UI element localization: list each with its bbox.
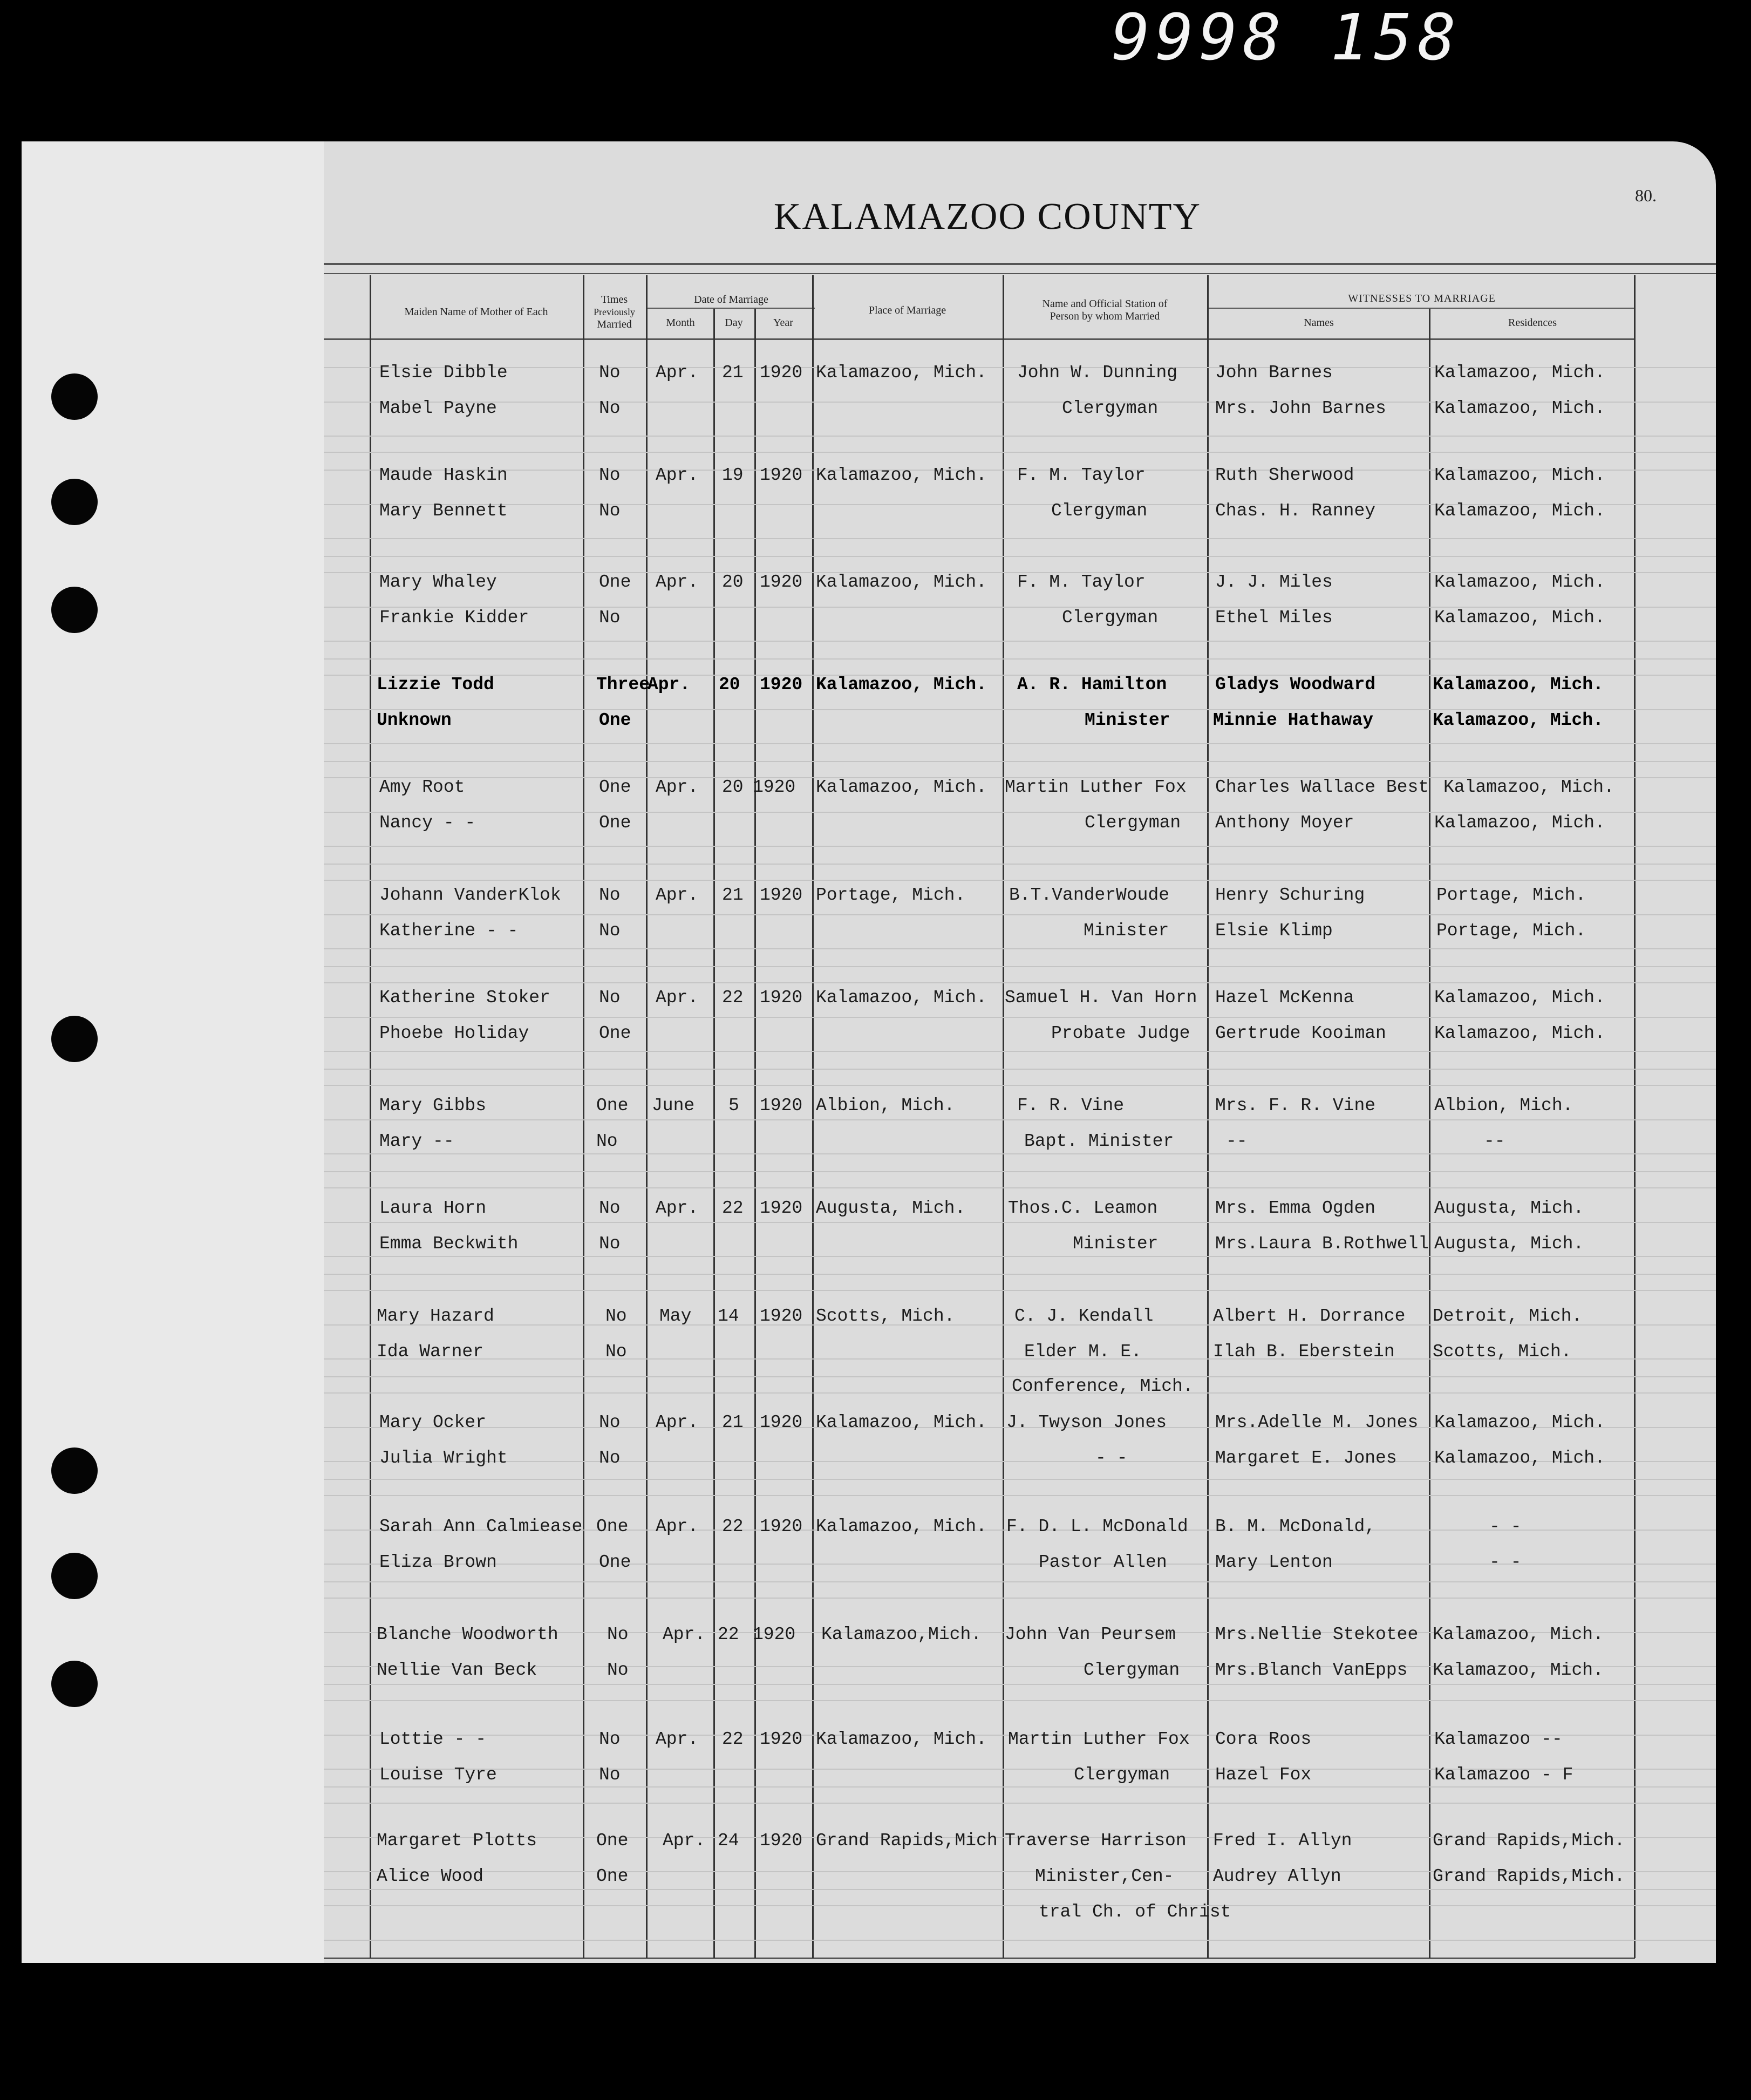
times-married: No [599,1234,621,1254]
witness-name: Mrs.Adelle M. Jones [1215,1412,1419,1432]
times-married: One [596,1866,629,1886]
marriage-day: 5 [728,1096,739,1116]
marriage-year: 1920 [753,777,796,797]
times-married: No [605,1342,627,1362]
place-of-marriage: Kalamazoo, Mich. [816,465,987,485]
place-of-marriage: Kalamazoo, Mich. [816,777,987,797]
marriage-record [324,1198,1716,1301]
times-married: One [599,710,631,730]
marriage-month: May [659,1306,692,1326]
witness-residence: Kalamazoo, Mich. [1433,1625,1604,1644]
marriage-record [324,777,1716,880]
marriage-month: Apr. [656,1412,699,1432]
times-married: No [599,1729,621,1749]
times-married: One [596,1831,629,1851]
witness-residence: Detroit, Mich. [1433,1306,1583,1326]
officiant-name: B.T.VanderWoude [1009,885,1170,905]
place-of-marriage: Kalamazoo, Mich. [816,988,987,1008]
officiant-station-continued: Conference, Mich. [1012,1376,1194,1396]
film-strip [0,0,1751,140]
witness-header-rule [1209,308,1635,309]
marriage-month: Apr. [663,1625,706,1644]
witness-name: Hazel Fox [1215,1765,1312,1785]
witness-residence: Kalamazoo - F [1434,1765,1573,1785]
times-married: One [599,1023,631,1043]
header-times-line1: Times [601,294,628,305]
witness-residence: Grand Rapids,Mich. [1433,1831,1625,1851]
times-married: No [599,608,621,628]
mother-name: Mary -- [379,1131,454,1151]
times-married: No [599,398,621,418]
witness-name: Elsie Klimp [1215,921,1333,941]
marriage-year: 1920 [760,1306,803,1326]
marriage-record [324,885,1716,988]
officiant-name: Martin Luther Fox [1008,1729,1190,1749]
mother-name: Nellie Van Beck [377,1660,537,1680]
mother-name: Blanche Woodworth [377,1625,558,1644]
officiant-name: F. R. Vine [1017,1096,1125,1116]
witness-name: Hazel McKenna [1215,988,1354,1008]
times-married: No [599,1412,621,1432]
marriage-record [324,1831,1716,1933]
marriage-month: Apr. [656,777,699,797]
witness-residence: - - [1489,1552,1522,1572]
witness-residence: Kalamazoo, Mich. [1443,777,1614,797]
witness-residence: Kalamazoo, Mich. [1434,572,1605,592]
place-of-marriage: Scotts, Mich. [816,1306,955,1326]
officiant-name: Samuel H. Van Horn [1005,988,1197,1008]
officiant-name: A. R. Hamilton [1017,675,1167,695]
witness-residence: Kalamazoo, Mich. [1433,675,1604,695]
witness-name: B. M. McDonald, [1215,1517,1376,1537]
marriage-day: 20 [722,572,744,592]
punch-hole [51,479,98,525]
times-married: One [599,777,631,797]
officiant-station: Elder M. E. [1024,1342,1142,1362]
marriage-year: 1920 [760,988,803,1008]
marriage-month: Apr. [656,363,699,383]
marriage-record [324,675,1716,777]
witness-residence: Kalamazoo, Mich. [1434,363,1605,383]
officiant-station: - - [1095,1448,1128,1468]
witness-residence: Scotts, Mich. [1433,1342,1572,1362]
place-of-marriage: Kalamazoo, Mich. [816,1517,987,1537]
marriage-year: 1920 [760,465,803,485]
officiant-name: C. J. Kendall [1014,1306,1154,1326]
bottom-rule [324,1958,1635,1959]
witness-name: Ilah B. Eberstein [1213,1342,1395,1362]
marriage-day: 22 [718,1625,739,1644]
mother-name: Elsie Dibble [379,363,508,383]
times-married: No [599,921,621,941]
marriage-day: 24 [718,1831,739,1851]
witness-name: Henry Schuring [1215,885,1365,905]
marriage-day: 22 [722,1198,744,1218]
officiant-station: Pastor Allen [1039,1552,1167,1572]
witness-name: Fred I. Allyn [1213,1831,1352,1851]
witness-residence: Kalamazoo, Mich. [1434,1412,1605,1432]
marriage-month: Apr. [656,1517,699,1537]
officiant-station: Clergyman [1085,813,1181,833]
marriage-record [324,1517,1716,1619]
officiant-station: Clergyman [1051,501,1148,521]
header-witnesses: WITNESSES TO MARRIAGE [1348,293,1496,304]
officiant-name: F. M. Taylor [1017,572,1146,592]
marriage-record [324,572,1716,675]
marriage-record [324,1096,1716,1198]
officiant-station: Minister [1084,921,1169,941]
ruled-line [324,880,1716,881]
times-married: No [599,465,621,485]
officiant-station: Minister [1085,710,1170,730]
marriage-day: 22 [722,988,744,1008]
witness-name: Margaret E. Jones [1215,1448,1397,1468]
witness-name: Anthony Moyer [1215,813,1354,833]
witness-name: Mrs. F. R. Vine [1215,1096,1376,1116]
mother-name: Laura Horn [379,1198,487,1218]
marriage-day: 22 [722,1517,744,1537]
officiant-station: Clergyman [1062,398,1159,418]
marriage-year: 1920 [760,885,803,905]
marriage-month: Apr. [648,675,691,695]
witness-residence: Kalamazoo, Mich. [1434,1023,1605,1043]
page-number: 80. [1635,186,1657,205]
officiant-name: John W. Dunning [1017,363,1178,383]
marriage-month: Apr. [656,1198,699,1218]
witness-name: Gertrude Kooiman [1215,1023,1386,1043]
times-married: No [607,1660,629,1680]
witness-residence: Kalamazoo, Mich. [1434,501,1605,521]
place-of-marriage: Kalamazoo, Mich. [816,675,987,695]
marriage-record [324,1729,1716,1832]
marriage-record [324,1306,1716,1409]
marriage-day: 21 [722,885,744,905]
mother-name: Mary Hazard [377,1306,494,1326]
punch-hole [51,373,98,420]
mother-name: Phoebe Holiday [379,1023,529,1043]
marriage-record [324,363,1716,465]
header-rule [324,338,1635,340]
mother-name: Mary Ocker [379,1412,487,1432]
witness-name: John Barnes [1215,363,1333,383]
witness-residence: - - [1489,1517,1522,1537]
witness-residence: -- [1484,1131,1505,1151]
mother-name: Mabel Payne [379,398,497,418]
mother-name: Nancy - - [379,813,476,833]
marriage-month: Apr. [656,1729,699,1749]
times-married: One [599,572,631,592]
mother-name: Katherine Stoker [379,988,550,1008]
register-page [324,141,1716,1963]
witness-name: Ethel Miles [1215,608,1333,628]
witness-residence: Kalamazoo, Mich. [1433,710,1604,730]
mother-name: Mary Whaley [379,572,497,592]
marriage-year: 1920 [760,1831,803,1851]
marriage-year: 1920 [760,1096,803,1116]
header-times-line2: Previously [593,307,635,317]
punch-hole [51,1661,98,1707]
marriage-record [324,1625,1716,1727]
times-married: No [599,1198,621,1218]
marriage-day: 20 [722,777,744,797]
witness-name: Audrey Allyn [1213,1866,1341,1886]
officiant-station: Minister,Cen- [1035,1866,1174,1886]
marriage-month: June [652,1096,695,1116]
marriage-month: Apr. [663,1831,706,1851]
header-official-line1: Name and Official Station of [1042,298,1168,310]
header-mother: Maiden Name of Mother of Each [404,306,548,318]
punch-hole [51,1447,98,1494]
mother-name: Amy Root [379,777,465,797]
times-married: One [599,813,631,833]
mother-name: Frankie Kidder [379,608,529,628]
marriage-year: 1920 [760,1729,803,1749]
times-married: No [596,1131,618,1151]
witness-residence: Portage, Mich. [1436,921,1586,941]
marriage-year: 1920 [760,1198,803,1218]
header-witness-residences: Residences [1508,317,1557,329]
marriage-day: 19 [722,465,744,485]
place-of-marriage: Kalamazoo, Mich. [816,1412,987,1432]
officiant-name: F. D. L. McDonald [1006,1517,1188,1537]
title-rule [324,273,1716,274]
place-of-marriage: Kalamazoo, Mich. [816,572,987,592]
marriage-year: 1920 [753,1625,796,1644]
marriage-year: 1920 [760,1517,803,1537]
mother-name: Julia Wright [379,1448,508,1468]
header-date: Date of Marriage [694,294,768,305]
witness-name: Ruth Sherwood [1215,465,1354,485]
officiant-name: John Van Peursem [1005,1625,1176,1644]
mother-name: Lottie - - [379,1729,487,1749]
header-witness-names: Names [1304,317,1334,329]
officiant-name: F. M. Taylor [1017,465,1146,485]
times-married: No [607,1625,629,1644]
times-married: No [599,363,621,383]
place-of-marriage: Albion, Mich. [816,1096,955,1116]
marriage-month: Apr. [656,988,699,1008]
header-official-line2: Person by whom Married [1050,310,1160,322]
mother-name: Mary Bennett [379,501,508,521]
marriage-day: 21 [722,1412,744,1432]
witness-residence: Augusta, Mich. [1434,1234,1584,1254]
officiant-station: Clergyman [1074,1765,1170,1785]
witness-name: Mrs. Emma Ogden [1215,1198,1376,1218]
marriage-year: 1920 [760,675,803,695]
mother-name: Lizzie Todd [377,675,494,695]
marriage-day: 22 [722,1729,744,1749]
mother-name: Eliza Brown [379,1552,497,1572]
marriage-month: Apr. [656,572,699,592]
place-of-marriage: Kalamazoo, Mich. [816,1729,987,1749]
place-of-marriage: Kalamazoo, Mich. [816,363,987,383]
mother-name: Alice Wood [377,1866,484,1886]
place-of-marriage: Grand Rapids,Mich [816,1831,998,1851]
witness-residence: Augusta, Mich. [1434,1198,1584,1218]
witness-name: Albert H. Dorrance [1213,1306,1406,1326]
times-married: No [605,1306,627,1326]
mother-name: Maude Haskin [379,465,508,485]
binder-margin [22,141,324,1963]
witness-residence: Kalamazoo, Mich. [1434,398,1605,418]
witness-name: Mrs.Blanch VanEpps [1215,1660,1408,1680]
witness-name: Gladys Woodward [1215,675,1376,695]
marriage-month: Apr. [656,465,699,485]
officiant-station: Minister [1073,1234,1159,1254]
mother-name: Mary Gibbs [379,1096,487,1116]
times-married: No [599,1448,621,1468]
punch-hole [51,1016,98,1062]
header-day: Day [725,317,743,329]
witness-residence: Portage, Mich. [1436,885,1586,905]
place-of-marriage: Augusta, Mich. [816,1198,966,1218]
times-married: Three [596,675,650,695]
marriage-day: 14 [718,1306,739,1326]
marriage-year: 1920 [760,1412,803,1432]
mother-name: Louise Tyre [379,1765,497,1785]
date-header-rule [648,308,815,309]
times-married: One [599,1552,631,1572]
place-of-marriage: Kalamazoo,Mich. [821,1625,982,1644]
mother-name: Ida Warner [377,1342,484,1362]
marriage-month: Apr. [656,885,699,905]
times-married: No [599,1765,621,1785]
times-married: No [599,988,621,1008]
times-married: One [596,1517,629,1537]
mother-name: Johann VanderKlok [379,885,561,905]
page-title: KALAMAZOO COUNTY [773,196,1202,237]
officiant-station-continued: tral Ch. of Christ [1039,1902,1231,1922]
marriage-day: 21 [722,363,744,383]
witness-name: Mary Lenton [1215,1552,1333,1572]
marriage-record [324,988,1716,1090]
witness-name: -- [1226,1131,1248,1151]
mother-name: Sarah Ann Calmiease [379,1517,583,1537]
marriage-day: 20 [719,675,740,695]
mother-name: Margaret Plotts [377,1831,537,1851]
officiant-station: Clergyman [1062,608,1159,628]
witness-residence: Kalamazoo, Mich. [1434,465,1605,485]
punch-hole [51,587,98,633]
header-place: Place of Marriage [868,304,946,316]
witness-residence: Albion, Mich. [1434,1096,1573,1116]
witness-name: J. J. Miles [1215,572,1333,592]
witness-name: Chas. H. Ranney [1215,501,1376,521]
officiant-station: Bapt. Minister [1024,1131,1174,1151]
witness-name: Mrs.Nellie Stekotee [1215,1625,1419,1644]
officiant-station: Probate Judge [1051,1023,1190,1043]
times-married: No [599,885,621,905]
marriage-record [324,465,1716,568]
place-of-marriage: Portage, Mich. [816,885,966,905]
witness-name: Minnie Hathaway [1213,710,1374,730]
header-month: Month [666,317,695,329]
witness-name: Mrs.Laura B.Rothwell [1215,1234,1429,1254]
witness-name: Cora Roos [1215,1729,1312,1749]
header-times-line3: Married [597,318,632,330]
mother-name: Katherine - - [379,921,519,941]
marriage-year: 1920 [760,363,803,383]
punch-hole [51,1553,98,1599]
officiant-name: Thos.C. Leamon [1008,1198,1158,1218]
witness-residence: Grand Rapids,Mich. [1433,1866,1625,1886]
witness-residence: Kalamazoo, Mich. [1434,988,1605,1008]
title-rule [324,263,1716,265]
witness-name: Charles Wallace Best [1215,777,1429,797]
officiant-name: Martin Luther Fox [1005,777,1187,797]
witness-name: Mrs. John Barnes [1215,398,1386,418]
officiant-station: Clergyman [1084,1660,1180,1680]
ruled-line [324,1940,1716,1941]
marriage-year: 1920 [760,572,803,592]
mother-name: Unknown [377,710,452,730]
film-reference-code: 9998 158 [1112,0,1462,74]
header-year: Year [773,317,793,329]
witness-residence: Kalamazoo, Mich. [1434,608,1605,628]
officiant-name: Traverse Harrison [1005,1831,1187,1851]
times-married: No [599,501,621,521]
marriage-record [324,1412,1716,1515]
mother-name: Emma Beckwith [379,1234,519,1254]
witness-residence: Kalamazoo, Mich. [1434,1448,1605,1468]
times-married: One [596,1096,629,1116]
witness-residence: Kalamazoo, Mich. [1433,1660,1604,1680]
witness-residence: Kalamazoo -- [1434,1729,1563,1749]
witness-residence: Kalamazoo, Mich. [1434,813,1605,833]
officiant-name: J. Twyson Jones [1006,1412,1167,1432]
